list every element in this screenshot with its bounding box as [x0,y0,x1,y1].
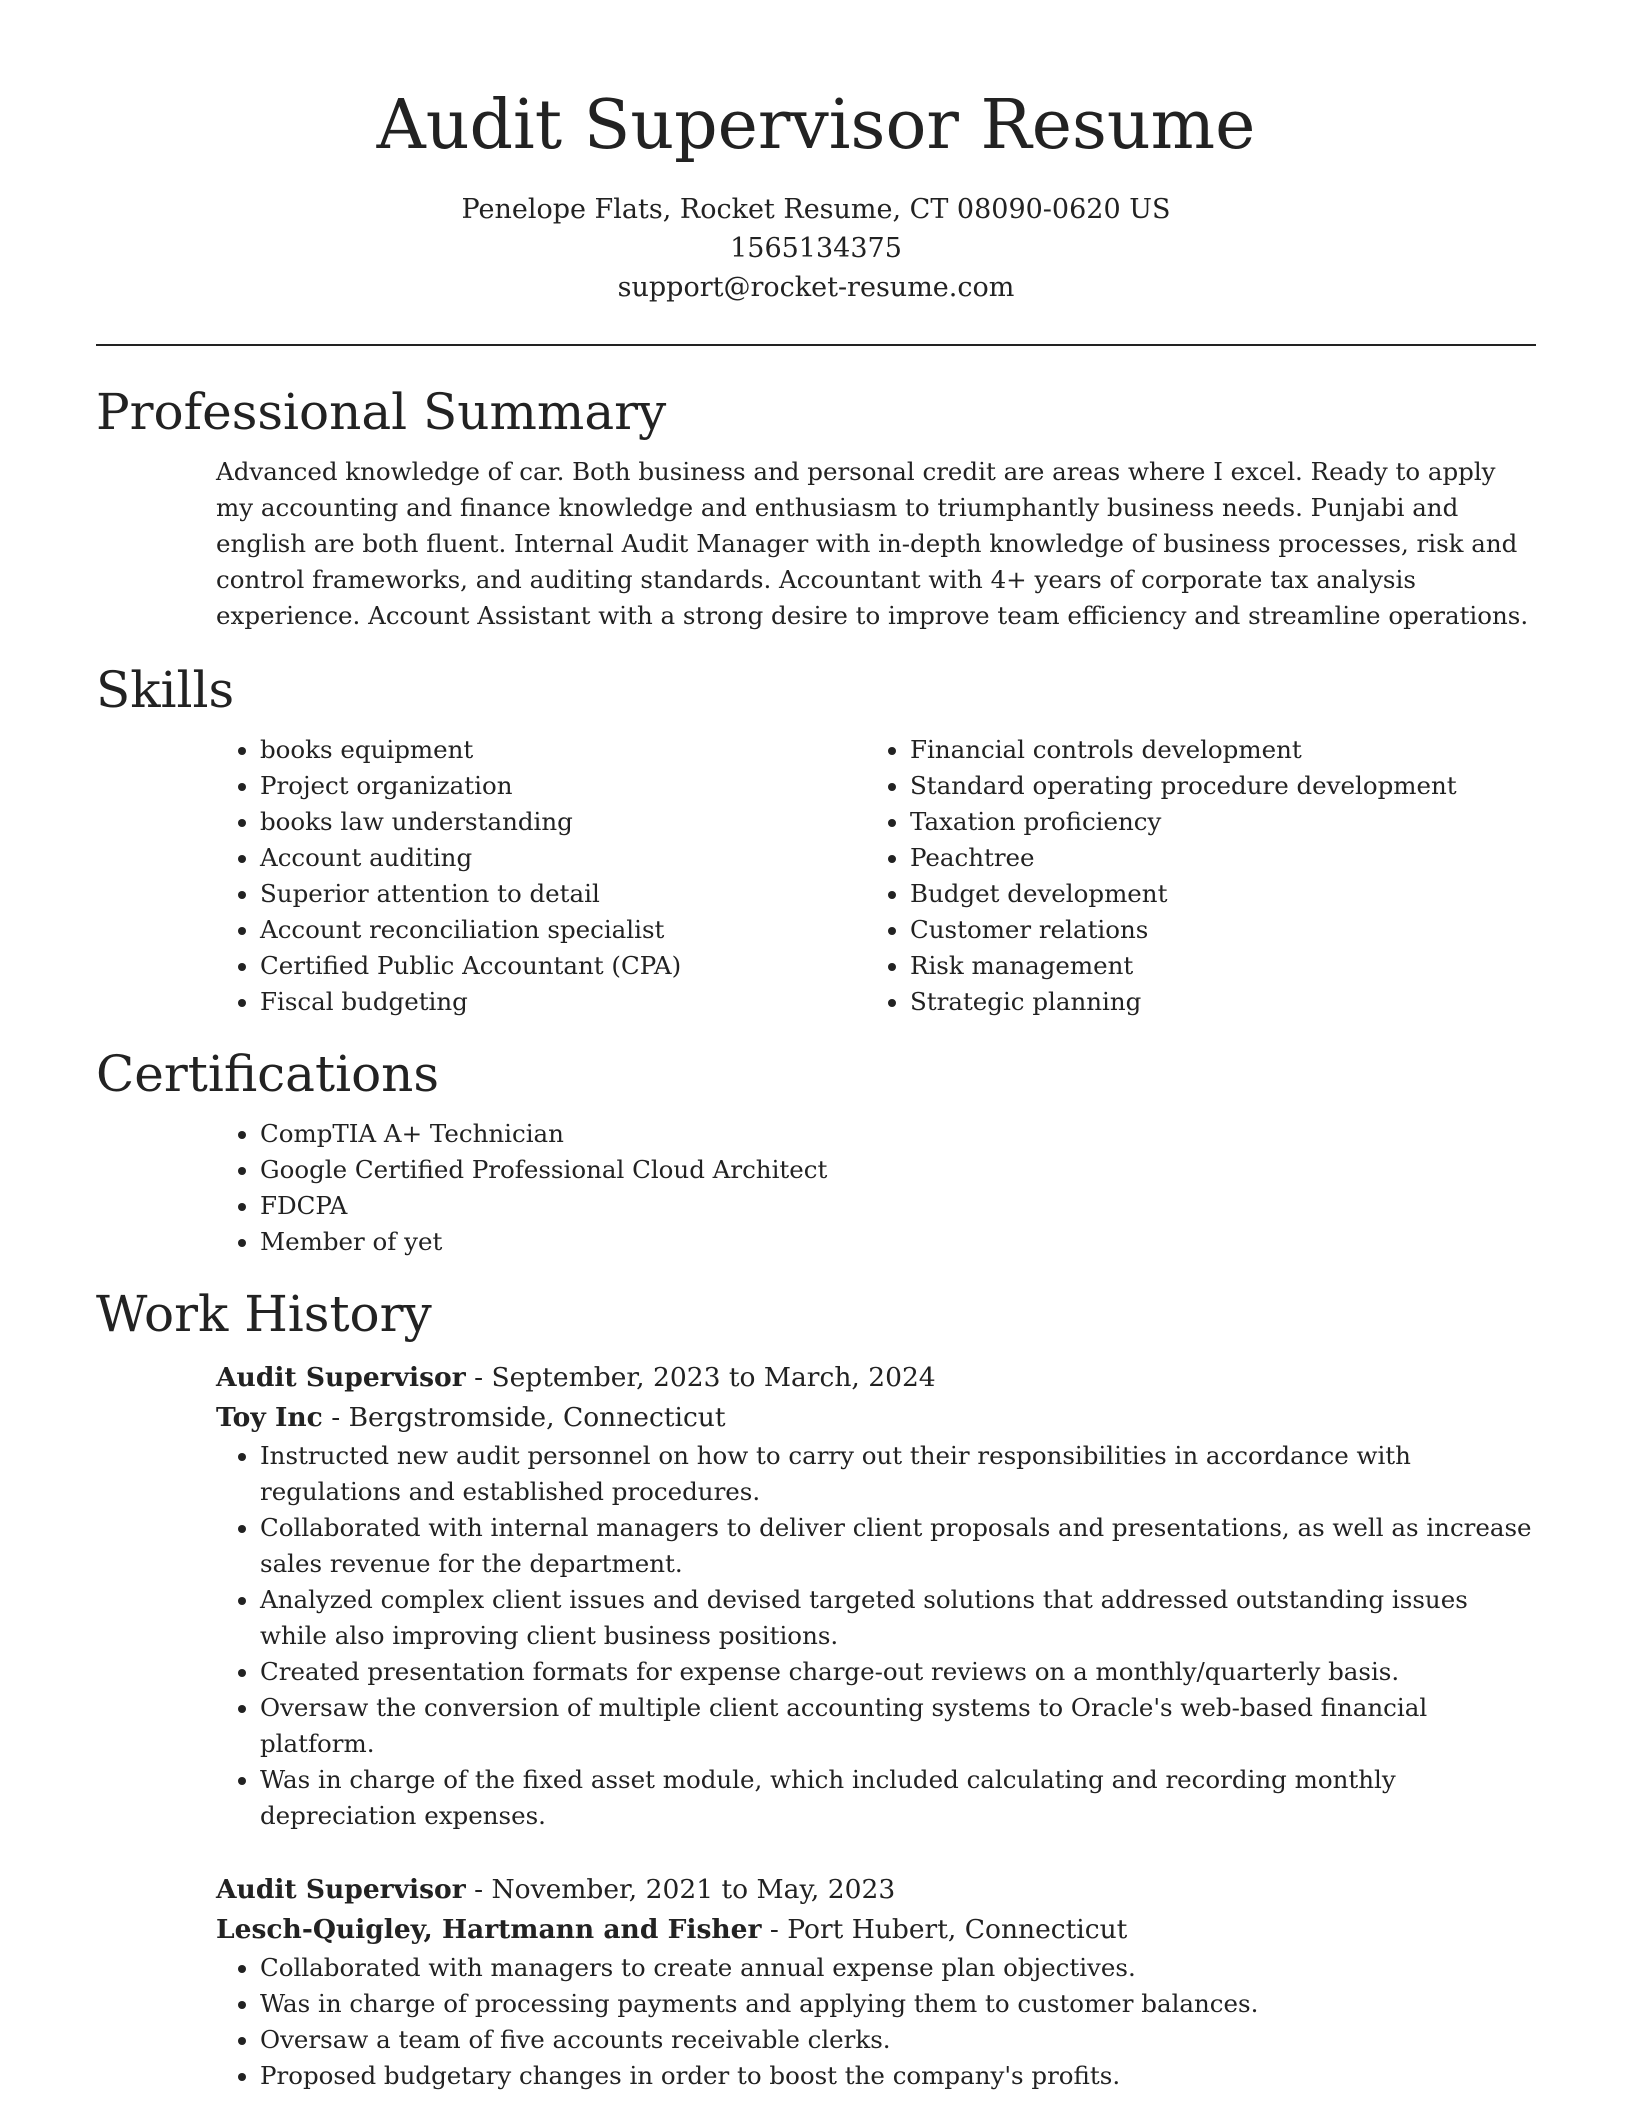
job-entry [216,1870,1536,2094]
skill-item: • Taxation proficiency [910,804,1516,840]
certifications-list-wrapper [216,1116,1536,1260]
skill-item: • Financial controls development [910,732,1516,768]
skills-column-right [866,732,1516,1020]
work-history-heading: Work History [96,1285,432,1343]
skill-item: • Project organization [260,768,866,804]
job-location: - Port Hubert, Connecticut [761,1914,1128,1945]
skill-item: • Budget development [910,876,1516,912]
contact-email[interactable]: support@rocket-resume.com [617,272,1015,303]
job-role: Audit Supervisor [216,1874,466,1905]
job-bullet-list [216,1950,1536,2094]
skills-list-right [866,732,1516,1020]
certifications-list [216,1116,1536,1260]
job-company: Lesch-Quigley, Hartmann and Fisher [216,1914,762,1945]
job-location: - Bergstromside, Connecticut [322,1402,726,1433]
skill-item: • Customer relations [910,912,1516,948]
skill-item: • Fiscal budgeting [260,984,866,1020]
skill-item: • Strategic planning [910,984,1516,1020]
skill-item: • Peachtree [910,840,1516,876]
skill-item: • Standard operating procedure development [910,768,1516,804]
job-bullet: • Was in charge of the fixed asset module, which included calculating and recording monthly depreciation expenses. [260,1762,1536,1834]
resume-page [96,0,1536,2094]
resume-header [96,0,1536,307]
job-entry [216,1358,1536,1834]
skills-column-left [216,732,866,1020]
job-role: Audit Supervisor [216,1362,466,1393]
skill-item: • Risk management [910,948,1516,984]
skills-heading: Skills [96,661,235,719]
contact-phone: 1565134375 [730,233,902,264]
job-bullet: • Collaborated with managers to create annual expense plan objectives. [260,1950,1536,1986]
job-bullet: • Oversaw a team of five accounts receivable clerks. [260,2022,1536,2058]
skills-grid [216,732,1536,1020]
skill-item: • books law understanding [260,804,866,840]
job-company-line [216,1910,1536,1950]
job-bullet: • Instructed new audit personnel on how to carry out their responsibilities in accordance with regulations and established procedures. [260,1438,1536,1510]
job-bullet: • Oversaw the conversion of multiple client accounting systems to Oracle's web-based financial platform. [260,1690,1536,1762]
contact-address: Penelope Flats, Rocket Resume, CT 08090-0620 US [461,194,1171,225]
job-bullet-list [216,1438,1536,1834]
skill-item: • Superior attention to detail [260,876,866,912]
job-bullet: • Was in charge of processing payments and applying them to customer balances. [260,1986,1536,2022]
job-company: Toy Inc [216,1402,323,1433]
skill-item: • books equipment [260,732,866,768]
job-title-line [216,1358,1536,1398]
summary-heading: Professional Summary [96,383,667,441]
certification-item: • Google Certified Professional Cloud Architect [260,1152,1536,1188]
resume-title: Audit Supervisor Resume [376,86,1256,165]
job-dates: - September, 2023 to March, 2024 [465,1362,936,1393]
certification-item: • CompTIA A+ Technician [260,1116,1536,1152]
job-title-line [216,1870,1536,1910]
job-dates: - November, 2021 to May, 2023 [465,1874,896,1905]
job-bullet: • Analyzed complex client issues and devised targeted solutions that addressed outstanding issues while also improving client business positions. [260,1582,1536,1654]
skill-item: • Certified Public Accountant (CPA) [260,948,866,984]
job-bullet: • Created presentation formats for expense charge-out reviews on a monthly/quarterly basis. [260,1654,1536,1690]
job-bullet: • Collaborated with internal managers to deliver client proposals and presentations, as well as increase sales revenue for the department. [260,1510,1536,1582]
certification-item: • FDCPA [260,1188,1536,1224]
skill-item: • Account auditing [260,840,866,876]
skills-list-left [216,732,866,1020]
certifications-heading: Certifications [96,1045,440,1103]
header-divider [96,344,1536,346]
job-company-line [216,1398,1536,1438]
job-bullet: • Proposed budgetary changes in order to boost the company's profits. [260,2058,1536,2094]
certification-item: • Member of yet [260,1224,1536,1260]
summary-text: Advanced knowledge of car. Both business and personal credit are areas where I excel. Ready to apply my accounting and finance knowledge and enthusiasm to triumphantly business needs. Punjabi and english are both fluent. Internal Audit Manager with in-depth knowledge of business processes, risk and control frameworks, and auditing standards. Accountant with 4+ years of corporate tax analysis experience. Account Assistant with a strong desire to improve team efficiency and streamline operations. [216,457,1529,630]
skill-item: • Account reconciliation specialist [260,912,866,948]
